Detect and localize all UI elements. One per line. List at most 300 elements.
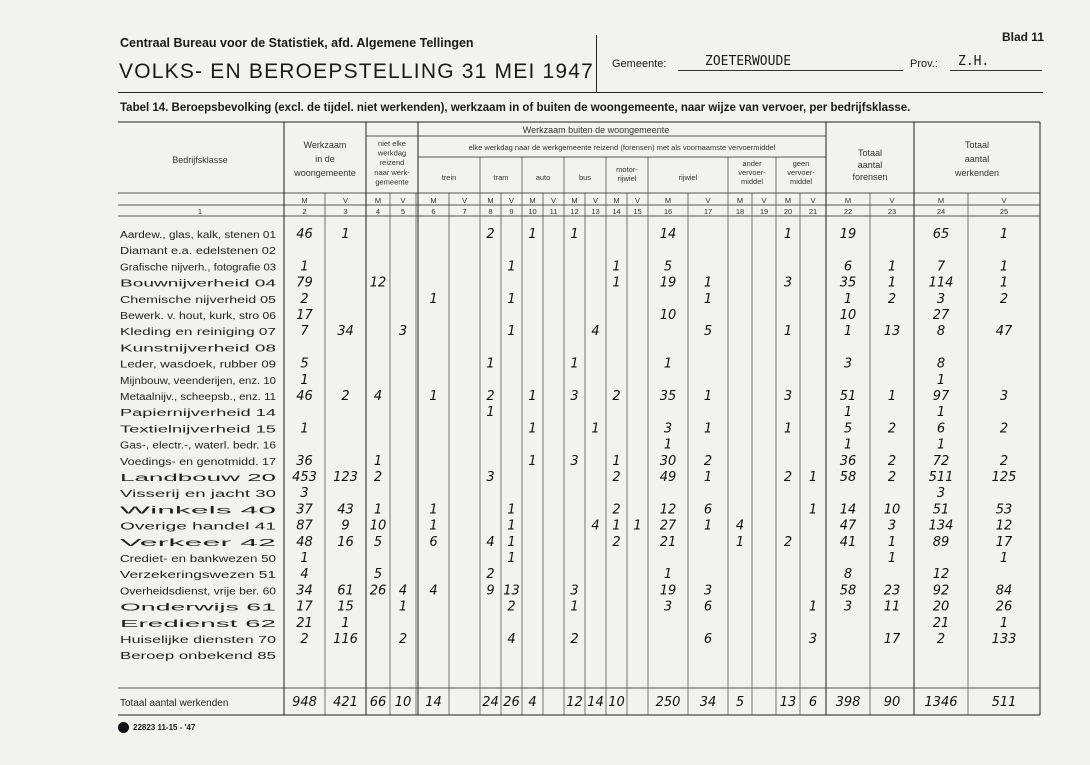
table-cell: 51 [839, 389, 857, 404]
totals-cell: 6 [808, 695, 818, 710]
table-cell: 15 [337, 599, 354, 615]
table-cell: 1 [300, 259, 309, 275]
table-cell: 5 [663, 259, 673, 275]
table-cell: 1 [887, 259, 897, 275]
row-label: Beroep onbekend 85 [120, 651, 277, 663]
table-cell: 6 [936, 421, 946, 437]
table-cell: 1 [808, 599, 818, 615]
table-cell: 5 [703, 324, 713, 340]
table-cell: 19 [659, 583, 677, 599]
niet-elke-header: naar werk- [374, 167, 410, 177]
table-cell: 3 [843, 599, 853, 615]
table-cell: 1 [429, 502, 438, 518]
table-cell: 1 [507, 534, 516, 550]
table-cell: 61 [337, 583, 354, 599]
sex-label: M [937, 196, 945, 205]
table-cell: 125 [991, 470, 1017, 485]
totals-cell: 511 [991, 695, 1017, 710]
colnum-6: 6 [431, 207, 436, 216]
colnum-14: 14 [612, 207, 621, 216]
totaal-forensen-header: forensen [852, 172, 888, 182]
table-cell: 3 [663, 599, 673, 615]
table-cell: 1 [703, 291, 713, 307]
table-cell: 1 [887, 551, 897, 566]
colnum-5: 5 [400, 207, 406, 216]
table-cell: 10 [839, 308, 857, 323]
table-cell: 4 [591, 324, 600, 340]
totals-cell: 14 [425, 695, 442, 710]
table-cell: 1 [999, 227, 1009, 242]
colnum-4: 4 [375, 207, 381, 216]
table-cell: 3 [703, 583, 713, 599]
totals-cell: 421 [333, 695, 358, 710]
totaal-werkenden-header: aantal [964, 154, 990, 164]
form-number: 22823 11-15 - '47 [133, 723, 196, 732]
table-cell: 4 [486, 534, 495, 550]
table-cell: 134 [928, 518, 954, 534]
table-cell: 3 [570, 389, 579, 404]
table-cell: 1 [507, 324, 516, 340]
sex-label: V [461, 196, 468, 205]
table-cell: 1 [507, 259, 516, 275]
table-cell: 453 [292, 470, 317, 485]
table-cell: 2 [300, 632, 309, 647]
table-cell: 1 [783, 227, 793, 242]
table-cell: 2 [703, 453, 713, 469]
table-cell: 4 [735, 518, 745, 534]
sex-label: V [508, 196, 515, 205]
table-cell: 2 [887, 421, 897, 437]
sex-label: V [761, 196, 767, 205]
table-cell: 2 [999, 453, 1009, 469]
table-cell: 5 [373, 567, 383, 583]
cbs-logo-icon [118, 722, 129, 733]
niet-elke-header: niet elke [378, 139, 406, 148]
ander-vervoer-header: middel [740, 177, 764, 186]
table-cell: 116 [333, 632, 358, 647]
table-cell: 2 [612, 534, 621, 550]
table-cell: 114 [928, 275, 954, 291]
row-label: Kunstnijverheid 08 [120, 343, 277, 355]
table-cell: 5 [373, 534, 383, 550]
table-cell: 48 [296, 534, 313, 550]
table-cell: 53 [995, 502, 1013, 518]
table-cell: 47 [995, 324, 1013, 340]
colnum-11: 11 [549, 207, 558, 216]
table-cell: 3 [398, 324, 408, 340]
motorrijwiel-header: motor- [616, 165, 638, 174]
table-cell: 79 [296, 275, 313, 291]
table-cell: 3 [300, 486, 309, 502]
colnum-8: 8 [488, 207, 493, 216]
row-label: Bouwnijverheid 04 [120, 278, 277, 290]
row-label: Visserij en jacht 30 [120, 489, 277, 501]
table-cell: 6 [429, 534, 438, 550]
table-cell: 1 [507, 551, 516, 566]
table-cell: 4 [300, 567, 309, 583]
rijwiel-header: rijwiel [678, 173, 698, 182]
colnum-2: 2 [302, 207, 307, 216]
table-cell: 35 [659, 389, 677, 404]
table-cell: 1 [663, 437, 673, 453]
table-cell: 2 [887, 291, 897, 307]
table-cell: 36 [839, 453, 857, 469]
colnum-9: 9 [509, 207, 514, 216]
table-cell: 1 [300, 372, 309, 388]
table-cell: 1 [341, 615, 350, 631]
table-cell: 3 [999, 389, 1009, 404]
table-cell: 1 [486, 356, 495, 372]
gemeente-label: Gemeente: [612, 58, 667, 70]
colnum-19: 19 [759, 207, 769, 216]
census-title: VOLKS- EN BEROEPSTELLING 31 MEI 1947 [119, 60, 595, 83]
colnum-17: 17 [703, 207, 713, 216]
row-label: Crediet- en bankwezen 50 [120, 554, 277, 565]
sex-label: M [844, 196, 852, 205]
row-label: Huiselijke diensten 70 [120, 635, 277, 646]
bedrijfsklasse-header: Bedrijfsklasse [172, 155, 228, 165]
table-cell: 34 [337, 324, 354, 340]
sex-label: V [634, 196, 641, 205]
table-cell: 1 [808, 470, 818, 485]
table-cell: 1 [429, 389, 438, 404]
row-label: Eredienst 62 [120, 618, 278, 630]
table-cell: 16 [337, 534, 354, 550]
colnum-1: 1 [197, 207, 203, 216]
table-cell: 14 [839, 502, 857, 518]
table-cell: 3 [570, 583, 579, 599]
table-cell: 8 [936, 324, 946, 340]
sex-label: M [784, 196, 792, 205]
table-cell: 2 [300, 291, 309, 307]
table-cell: 1 [300, 551, 309, 566]
totals-cell: 948 [292, 695, 317, 710]
table-cell: 2 [612, 502, 621, 518]
totals-cell: 34 [699, 695, 717, 710]
table-cell: 1 [843, 437, 853, 453]
row-label: Textielnijverheid 15 [120, 424, 277, 436]
table-cell: 4 [507, 632, 516, 647]
province-value: Z.H. [958, 54, 990, 69]
table-cell: 4 [429, 583, 438, 599]
table-cell: 6 [703, 599, 713, 615]
table-cell: 3 [783, 275, 793, 291]
table-cell: 12 [369, 275, 387, 291]
colnum-13: 13 [591, 207, 600, 216]
sex-label: V [810, 196, 816, 205]
table-cell: 1 [633, 518, 642, 534]
trein-header: trein [441, 173, 457, 182]
row-label: Chemische nijverheid 05 [120, 294, 277, 306]
colnum-21: 21 [808, 207, 818, 216]
sex-label: V [889, 196, 895, 205]
totals-cell: 10 [394, 695, 412, 710]
geen-vervoer-header: geen [792, 159, 810, 168]
table-cell: 1 [887, 389, 897, 404]
table-cell: 1 [887, 275, 897, 291]
table-cell: 1 [528, 389, 537, 404]
table-cell: 3 [936, 486, 946, 502]
table-cell: 1 [612, 275, 621, 291]
table-cell: 1 [612, 518, 621, 534]
tram-header: tram [493, 173, 509, 182]
table-cell: 1 [612, 453, 621, 469]
colnum-3: 3 [343, 207, 348, 216]
colnum-12: 12 [570, 207, 579, 216]
table-cell: 1 [999, 615, 1009, 631]
table-cell: 87 [296, 518, 313, 534]
table-cell: 92 [932, 583, 950, 599]
table-cell: 2 [486, 567, 495, 583]
table-cell: 1 [373, 453, 383, 469]
table-cell: 1 [507, 291, 516, 307]
sex-label: V [342, 196, 349, 205]
totals-cell: 26 [503, 695, 520, 710]
sex-label: M [374, 196, 382, 205]
form-footnote [118, 722, 195, 733]
table-cell: 4 [373, 389, 383, 404]
table-cell: 14 [659, 227, 677, 242]
table-cell: 4 [398, 583, 408, 599]
table-cell: 17 [995, 534, 1013, 550]
table-cell: 1 [486, 405, 495, 421]
table-cell: 10 [883, 502, 901, 518]
row-label: Voedings- en genotmidd. 17 [120, 456, 277, 468]
table-cell: 1 [507, 502, 516, 518]
table-cell: 1 [373, 502, 383, 518]
table-cell: 19 [839, 227, 857, 242]
table-cell: 1 [843, 291, 853, 307]
table-cell: 511 [928, 470, 954, 485]
table-cell: 1 [663, 567, 673, 583]
table-cell: 51 [932, 502, 950, 518]
colnum-10: 10 [528, 207, 537, 216]
table-cell: 1 [528, 227, 537, 242]
table-cell: 1 [612, 259, 621, 275]
sex-label: V [1001, 196, 1007, 205]
table-cell: 133 [991, 632, 1017, 647]
table-cell: 3 [887, 518, 897, 534]
niet-elke-header: reizend [379, 158, 405, 168]
table-cell: 6 [703, 502, 713, 518]
row-label: Aardew., glas, kalk, stenen 01 [120, 230, 277, 241]
table-cell: 1 [808, 502, 818, 518]
colnum-7: 7 [462, 207, 467, 216]
table-cell: 21 [659, 534, 677, 550]
ander-vervoer-header: vervoer- [738, 168, 766, 177]
table-cell: 1 [528, 421, 537, 437]
table-cell: 26 [369, 583, 387, 599]
colnum-16: 16 [663, 207, 673, 216]
table-cell: 46 [296, 389, 313, 404]
table-cell: 123 [333, 470, 358, 485]
row-label: Kleding en reiniging 07 [120, 327, 277, 339]
table-cell: 1 [887, 534, 897, 550]
table-cell: 5 [300, 356, 309, 372]
table-cell: 2 [783, 534, 793, 550]
totals-cell: 250 [655, 695, 681, 710]
table-cell: 12 [659, 502, 677, 518]
totals-cell: 398 [835, 695, 861, 710]
table-cell: 1 [999, 259, 1009, 275]
ander-vervoer-header: ander [742, 159, 762, 168]
table-cell: 1 [570, 227, 579, 242]
table-cell: 58 [839, 470, 857, 485]
table-cell: 1 [843, 405, 853, 421]
sex-label: M [529, 196, 536, 205]
table-cell: 13 [883, 324, 901, 340]
table-cell: 1 [398, 599, 408, 615]
table-cell: 1 [341, 227, 350, 242]
table-cell: 1 [843, 324, 853, 340]
table-cell: 1 [507, 518, 516, 534]
table-cell: 7 [936, 259, 946, 275]
table-title: Tabel 14. Beroepsbevolking (excl. de tijdel. niet werkenden), werkzaam in of buiten de woongemeente, naar wijze van vervoer, per bedrijfsklasse. [120, 102, 911, 114]
table-cell: 3 [808, 632, 818, 647]
table-cell: 8 [936, 356, 946, 372]
table-cell: 8 [843, 567, 853, 583]
table-cell: 2 [783, 470, 793, 485]
werkzaam-in-header: Werkzaam [303, 140, 347, 150]
niet-elke-header: werkdag [377, 148, 407, 158]
totaal-forensen-header: aantal [857, 160, 883, 170]
table-cell: 1 [703, 275, 713, 291]
row-label: Diamant e.a. edelstenen 02 [120, 246, 277, 258]
totaal-werkenden-header: werkenden [954, 168, 1000, 178]
table-cell: 13 [503, 583, 520, 599]
table-cell: 27 [659, 518, 677, 534]
table-cell: 1 [570, 356, 579, 372]
geen-vervoer-header: vervoer- [787, 168, 815, 177]
table-cell: 6 [843, 259, 853, 275]
province-label: Prov.: [910, 58, 938, 70]
werkzaam-in-header: in de [315, 154, 335, 164]
table-cell: 1 [663, 356, 673, 372]
row-label: Gas-, electr.-, waterl. bedr. 16 [120, 440, 277, 452]
row-label: Verzekeringswezen 51 [120, 570, 277, 582]
totals-cell: 13 [779, 695, 797, 710]
table-cell: 3 [663, 421, 673, 437]
row-label: Overheidsdienst, vrije ber. 60 [120, 586, 277, 598]
totals-cell: 12 [566, 695, 583, 710]
table-cell: 20 [932, 599, 950, 615]
table-cell: 17 [296, 308, 313, 323]
table-cell: 26 [995, 599, 1013, 615]
table-cell: 1 [936, 372, 946, 388]
totals-cell: 5 [735, 695, 745, 710]
table-cell: 17 [883, 632, 901, 647]
niet-elke-header: gemeente [375, 177, 409, 187]
auto-header: auto [535, 173, 551, 182]
totals-label: Totaal aantal werkenden [120, 698, 229, 709]
totaal-werkenden-header: Totaal [964, 140, 990, 150]
table-cell: 2 [486, 389, 495, 404]
table-cell: 41 [839, 534, 857, 550]
table-cell: 9 [341, 518, 350, 534]
colnum-25: 25 [999, 207, 1009, 216]
table-cell: 2 [398, 632, 408, 647]
geen-vervoer-header: middel [789, 177, 813, 186]
table-cell: 2 [887, 453, 897, 469]
table-cell: 2 [612, 389, 621, 404]
table-cell: 21 [932, 615, 950, 631]
table-cell: 10 [659, 308, 677, 323]
row-label: Papiernijverheid 14 [120, 408, 277, 420]
table-cell: 2 [341, 389, 350, 404]
elke-werkdag-header: elke werkdag naar de werkgemeente reizend (forensen) met als voornaamste vervoermiddel [468, 143, 776, 152]
colnum-18: 18 [735, 207, 745, 216]
table-cell: 17 [296, 599, 313, 615]
motorrijwiel-header: rijwiel [617, 174, 637, 183]
table-cell: 6 [703, 632, 713, 647]
table-cell: 4 [591, 518, 600, 534]
table-cell: 2 [570, 632, 579, 647]
sex-label: M [664, 196, 672, 205]
table-cell: 30 [659, 453, 677, 469]
table-cell: 23 [883, 583, 901, 599]
table-cell: 9 [486, 583, 495, 599]
totaal-forensen-header: Totaal [857, 148, 883, 158]
table-cell: 2 [612, 470, 621, 485]
totals-cell: 24 [482, 695, 499, 710]
table-cell: 1 [703, 421, 713, 437]
werkzaam-buiten-header: Werkzaam buiten de woongemeente [522, 125, 670, 135]
table-cell: 19 [659, 275, 677, 291]
table-cell: 12 [995, 518, 1013, 534]
sex-label: M [430, 196, 437, 205]
table-cell: 27 [932, 308, 950, 323]
table-cell: 1 [429, 518, 438, 534]
row-label: Verkeer 42 [120, 537, 278, 549]
table-cell: 2 [507, 599, 516, 615]
table-cell: 35 [839, 275, 857, 291]
table-cell: 2 [486, 227, 495, 242]
table-cell: 65 [932, 227, 950, 242]
colnum-24: 24 [936, 207, 946, 216]
table-cell: 1 [703, 470, 713, 485]
row-label: Bewerk. v. hout, kurk, stro 06 [120, 311, 277, 322]
row-label: Onderwijs 61 [120, 602, 278, 614]
totals-cell: 10 [608, 695, 625, 710]
table-cell: 2 [936, 632, 946, 647]
row-label: Winkels 40 [120, 505, 278, 517]
organization-name: Centraal Bureau voor de Statistiek, afd. Algemene Tellingen [120, 36, 474, 50]
colnum-22: 22 [843, 207, 853, 216]
table-cell: 1 [591, 421, 600, 437]
table-cell: 37 [296, 502, 313, 518]
table-cell: 1 [703, 518, 713, 534]
sheet-number: Blad 11 [1001, 30, 1044, 44]
table-cell: 36 [296, 453, 313, 469]
sex-label: M [736, 196, 744, 205]
table-cell: 2 [373, 470, 383, 485]
table-cell: 1 [429, 291, 438, 307]
table-cell: 97 [932, 389, 950, 404]
sex-label: V [400, 196, 406, 205]
table-cell: 3 [843, 356, 853, 372]
table-cell: 1 [735, 534, 745, 550]
totals-cell: 14 [587, 695, 604, 710]
row-label: Landbouw 20 [120, 473, 278, 484]
table-cell: 1 [300, 421, 309, 437]
sex-label: M [571, 196, 578, 205]
totals-cell: 66 [369, 695, 387, 710]
row-label: Grafische nijverh., fotografie 03 [120, 262, 277, 274]
row-label: Leder, wasdoek, rubber 09 [120, 359, 277, 371]
table-cell: 5 [843, 421, 853, 437]
table-cell: 7 [300, 324, 309, 340]
table-cell: 34 [296, 583, 313, 599]
